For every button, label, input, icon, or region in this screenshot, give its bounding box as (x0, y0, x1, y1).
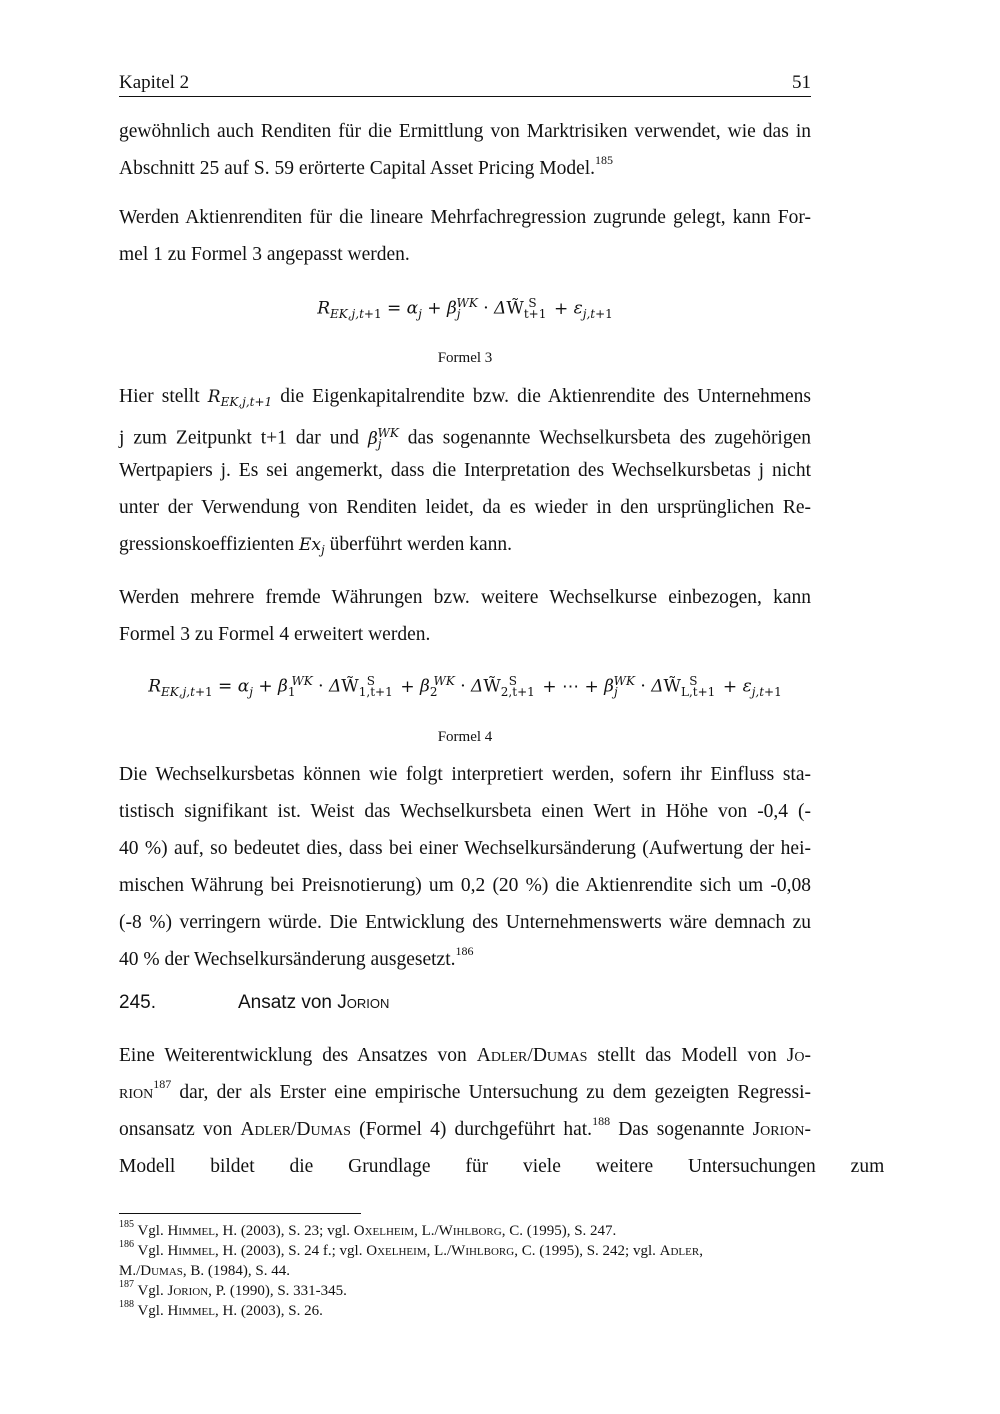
paragraph-5 (119, 756, 811, 978)
footnote-separator (119, 1213, 361, 1214)
text-line: mischen Währung bei Preisnotierung) um 0,2 (20 %) die Aktienrendite sich um -0,08 (119, 875, 811, 896)
footnote-ref: 188 (592, 1113, 611, 1128)
text-line: unter der Verwendung von Renditen leidet, da es wieder in den ursprünglichen Re- (119, 497, 811, 518)
section-number: 245. (119, 992, 156, 1013)
text-line: Modell bildet die Grundlage für viele weitere Untersuchungen zum (119, 1156, 885, 1177)
footnote-186: $^{186}$ Vgl. Himmel, H. (2003), S. 24 f.; vgl. Oxelheim, L./Wihlborg, C. (1995), S. 242; vgl. Adler, (119, 1239, 703, 1259)
text-line: Eine Weiterentwicklung des Ansatzes von Adler/Dumas stellt das Modell von Jo- (119, 1045, 811, 1066)
text-line: mel 1 zu Formel 3 angepasst werden. (119, 244, 410, 265)
text-line: (-8 %) verringern würde. Die Entwicklung des Unternehmenswerts wäre demnach zu (119, 912, 811, 933)
text-line: rion$^{187}$ dar, der als Erster eine empirische Untersuchung zu dem gezeigten Regressi- (119, 1076, 811, 1103)
paragraph-3 (119, 378, 811, 563)
footnote-188: $^{188}$ Vgl. Himmel, H. (2003), S. 26. (119, 1299, 323, 1319)
text-line: 40 %) auf, so bedeutet dies, dass bei einer Wechselkursänderung (Aufwertung der hei- (119, 838, 811, 859)
text-line: onsansatz von Adler/Dumas (Formel 4) durchgeführt hat.$^{188}$ Das sogenannte Jorion- (119, 1113, 811, 1140)
footnote-185: $^{185}$ Vgl. Himmel, H. (2003), S. 23; vgl. Oxelheim, L./Wihlborg, C. (1995), S. 247. (119, 1219, 617, 1239)
inline-math: $Ex_j$ (298, 535, 325, 558)
chapter-label: Kapitel 2 (119, 72, 190, 93)
footnote-186-cont: M./Dumas, B. (1984), S. 44. (119, 1263, 290, 1279)
text-line: Wertpapiers j. Es sei angemerkt, dass die Interpretation des Wechselkursbetas j nicht (119, 460, 811, 481)
text-line: Formel 3 zu Formel 4 erweitert werden. (119, 624, 431, 645)
page-number: 51 (792, 72, 811, 93)
text-line: tistisch signifikant ist. Weist das Wechselkursbeta einen Wert in Höhe von -0,4 (- (119, 801, 811, 822)
text-line: gewöhnlich auch Renditen für die Ermittlung von Marktrisiken verwendet, wie das in (119, 121, 811, 142)
text-line: 40 % der Wechselkursänderung ausgesetzt.$^{186}$ (119, 943, 474, 970)
text-line: j zum Zeitpunkt t+1 dar und $\beta_j^{WK}$ das sogenannte Wechselkursbeta des zugehörigen (119, 426, 812, 452)
paragraph-4 (119, 579, 811, 653)
paragraph-6 (119, 1037, 885, 1185)
footnote-ref: 186 (455, 943, 474, 958)
formula-3: $R_{EK,j,t+1} = \alpha_j + \beta_j^{WK}$ · $\Delta W̃_{t+1}^S + \varepsilon_{j,t+1}$ (317, 296, 613, 322)
document-page (119, 0, 885, 1414)
formula-3-caption: Formel 3 (437, 350, 493, 366)
footnote-187: $^{187}$ Vgl. Jorion, P. (1990), S. 331-345. (119, 1279, 347, 1299)
text-line: Werden Aktienrenditen für die lineare Mehrfachregression zugrunde gelegt, kann For- (119, 207, 811, 228)
text-line: gressionskoeffizienten $Ex_j$ überführt werden kann. (119, 534, 513, 558)
section-title: Ansatz von Jorion (238, 992, 390, 1013)
inline-math: $\beta_j^{WK}$ (367, 426, 399, 452)
formula-4: $R_{EK,j,t+1} = \alpha_j + \beta_1^{WK}$ · $\Delta W̃_{1,t+1}^S + \beta_2^{WK}$ · $\Delta W̃_{2,t+1}^S$ + ⋯ + $\beta_j^{WK}$ · $\Delta W̃_{L,t+1}^S + \varepsilon_{j,t+1}$ (148, 674, 782, 700)
formula-4-caption: Formel 4 (437, 729, 493, 745)
text-line: Abschnitt 25 auf S. 59 erörterte Capital Asset Pricing Model.$^{185}$ (119, 152, 614, 179)
paragraph-2 (119, 199, 811, 273)
text-line: Die Wechselkursbetas können wie folgt interpretiert werden, sofern ihr Einfluss sta- (119, 764, 811, 785)
text-line: Werden mehrere fremde Währungen bzw. weitere Wechselkurse einbezogen, kann (119, 587, 811, 608)
page-header (119, 72, 811, 97)
footnote-ref: 185 (595, 152, 614, 167)
footnote-ref: 187 (153, 1076, 172, 1091)
text-line: Hier stellt $R_{EK,j,t+1}$ die Eigenkapitalrendite bzw. die Aktienrendite des Unternehmens (119, 386, 812, 410)
inline-math: $R_{EK,j,t+1}$ (207, 387, 273, 410)
paragraph-1 (119, 113, 811, 187)
